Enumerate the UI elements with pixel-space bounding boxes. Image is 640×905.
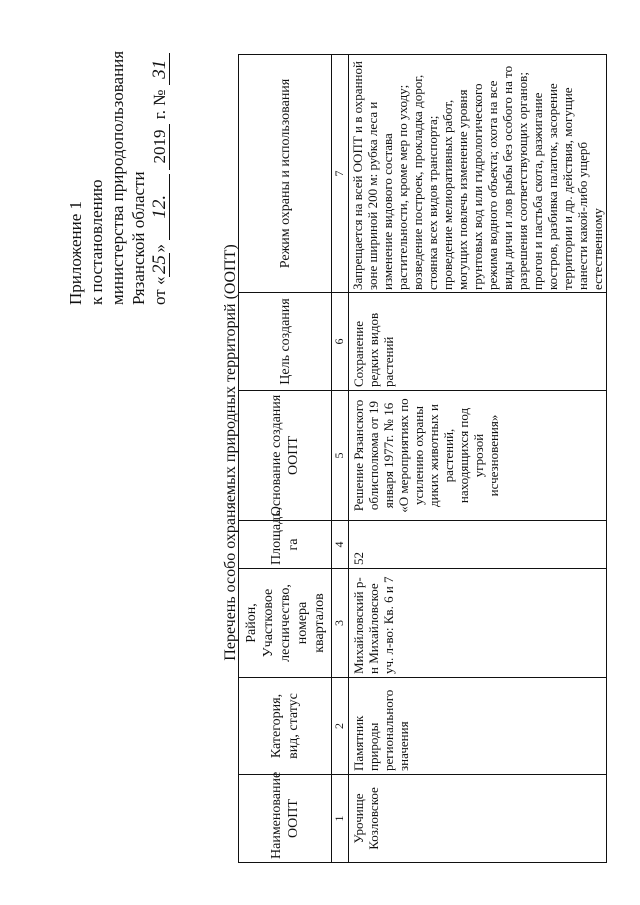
date-year: 2019 (151, 124, 170, 170)
column-number-row (332, 55, 349, 863)
header-area: Площадь, га (239, 521, 332, 569)
cell-regime: Запрещается на всей ООПТ и в охранной зоне шириной 200 м: рубка леса и изменение видового состава растительности, кроме мер по уходу; возведение построек, прокладка дорог, стоянка всех видов транспорта; проведение мелиоративных работ, могущих повлечь изменение уровня грунтовых вод или гидрологического режима водного объекта; охота на все виды дичи и лов рыбы без особого на то разрешения соответствующих органов; прогон и пастьба скота, разжигание костров, разбивка палаток, засорение территории и др. действия, могущие нанести какой-либо ущерб естественному (349, 55, 607, 293)
year-suffix: г. № (150, 89, 169, 120)
header-category: Категория, вид, статус (239, 678, 332, 775)
document-number: 31 (151, 53, 170, 85)
header-basis: Основание создания ООПТ (239, 391, 332, 521)
date-prefix: от (150, 289, 169, 305)
appendix-line-3: министерства природопользования (108, 50, 127, 305)
cell-district: Михайловский р-н Михайловское уч. л-во: Кв. 6 и 7 (349, 569, 607, 678)
cell-purpose: Сохранение редких видов растений (349, 293, 607, 391)
cell-basis: Решение Рязанского облисполкома от 19 января 1977г. № 16 «О мероприятиях по усилению охраны диких животных и растений, находящихся под угрозой исчезновения» (349, 391, 607, 521)
header-name: Наименование ООПТ (239, 775, 332, 863)
appendix-line-2: к постановлению (87, 179, 106, 305)
appendix-header (65, 0, 170, 305)
oopt-table (238, 54, 607, 863)
table-header-row (239, 55, 332, 863)
header-purpose: Цель создания (239, 293, 332, 391)
column-number: 4 (332, 521, 349, 569)
column-number: 1 (332, 775, 349, 863)
appendix-line-4: Рязанской области (129, 171, 148, 305)
header-district: Район, Участковое лесничество, номера кварталов (239, 569, 332, 678)
open-quote: « (150, 276, 169, 286)
table-caption: Перечень особо охраняемых природных территорий (ООПТ) (222, 244, 239, 661)
cell-name: Урочище Козловское (349, 775, 607, 863)
appendix-line-1: Приложение 1 (66, 201, 85, 305)
appendix-date-line (149, 0, 170, 305)
close-quote: » (150, 244, 169, 253)
column-number: 5 (332, 391, 349, 521)
column-number: 6 (332, 293, 349, 391)
column-number: 7 (332, 55, 349, 293)
column-number: 3 (332, 569, 349, 678)
cell-category: Памятник природы регионального значения (349, 678, 607, 775)
table-row (349, 55, 607, 863)
header-regime: Режим охраны и использования (239, 55, 332, 293)
date-month: 12. (151, 174, 170, 240)
date-day: 25 (151, 253, 170, 277)
cell-area: 52 (349, 521, 607, 569)
column-number: 2 (332, 678, 349, 775)
